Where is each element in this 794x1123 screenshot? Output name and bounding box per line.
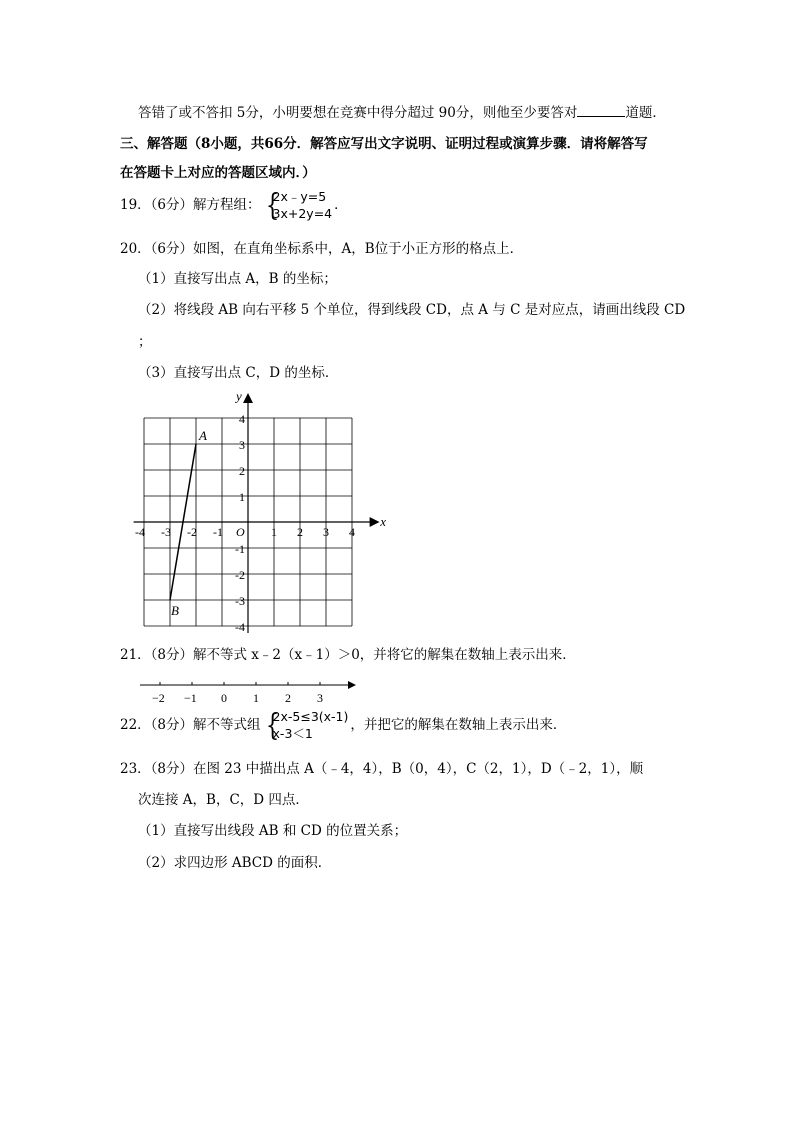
y-tick-label: -3 [235, 594, 245, 608]
y-tick-label: 2 [239, 464, 245, 478]
q22-ineq1: 2x-5≤3(x-1) [272, 709, 349, 724]
q23-line2: 次连接 A，B，C，D 四点． [138, 792, 309, 808]
y-axis-label: y [236, 388, 242, 404]
equation-system [263, 188, 333, 222]
y-axis-arrow-icon [244, 394, 252, 402]
q23-part1: （1）直接写出线段 AB 和 CD 的位置关系； [138, 823, 408, 839]
brace-icon: { [265, 708, 279, 743]
y-tick-label: 4 [239, 412, 245, 426]
y-tick-label: -1 [235, 542, 245, 556]
x-tick-label: 4 [349, 525, 355, 539]
number-line-tick-label: 2 [285, 691, 291, 705]
brace-icon: { [265, 188, 279, 223]
number-line-tick-label: 1 [253, 691, 259, 705]
coordinate-grid [133, 388, 393, 633]
q19-prefix: 19．（6分）解方程组： [120, 197, 261, 213]
x-tick-label: -1 [213, 525, 223, 539]
q20-part1: （1）直接写出点 A，B 的坐标； [138, 271, 337, 287]
number-line-tick-label: −1 [184, 691, 197, 705]
q19 [120, 188, 348, 228]
x-tick-label: -3 [161, 525, 171, 539]
y-tick-label: 1 [239, 490, 245, 504]
y-tick-label: -4 [235, 620, 245, 633]
q22-suffix: ，并把它的解集在数轴上表示出来． [350, 717, 567, 733]
q20-stem: 20．（6分）如图，在直角坐标系中，A，B位于小正方形的格点上． [120, 241, 524, 257]
number-line-q21 [136, 672, 366, 708]
q23-part2: （2）求四边形 ABCD 的面积． [138, 855, 332, 871]
q22-ineq2: x-3＜1 [272, 726, 313, 741]
x-axis-label: x [380, 514, 386, 529]
number-line-tick-label: −2 [152, 691, 165, 705]
q22 [120, 708, 566, 750]
section3-heading-line1: 三、解答题（8小题，共66分．解答应写出文字说明、证明过程或演算步骤．请将解答写 [120, 136, 648, 152]
q19-eq1: 2x﹣y=5 [272, 189, 327, 204]
y-tick-label: 3 [239, 438, 245, 452]
x-tick-label: -2 [187, 525, 197, 539]
x-tick-label: 3 [323, 525, 329, 539]
q20-part2: （2）将线段 AB 向右平移 5 个单位，得到线段 CD，点 A 与 C 是对应点，请画出线段 CD [138, 302, 686, 318]
q19-suffix: ． [334, 197, 348, 213]
number-line-tick-label: 3 [317, 691, 323, 705]
q19-eq2: 3x+2y=4 [272, 206, 333, 221]
point-b-label: B [171, 603, 179, 618]
section3-heading-line2: 在答题卡上对应的答题区域内．） [120, 165, 316, 181]
q18-prefix: 答错了或不答扣 5分，小明要想在竞赛中得分超过 90分，则他至少要答对 [138, 105, 578, 121]
q20-part3: （3）直接写出点 C，D 的坐标． [138, 365, 339, 381]
x-axis-arrow-icon [370, 518, 378, 526]
q22-prefix: 22．（8分）解不等式组 [120, 717, 261, 733]
q20-part2-tail: ； [138, 334, 152, 350]
arrow-right-icon [348, 681, 356, 689]
number-line-tick-label: 0 [221, 691, 227, 705]
x-tick-label: 1 [271, 525, 277, 539]
inequality-system [263, 708, 349, 742]
x-tick-label: 2 [297, 525, 303, 539]
answer-blank[interactable] [577, 104, 625, 117]
q18-suffix: 道题． [625, 105, 666, 121]
q21: 21．（8分）解不等式 x﹣2（x﹣1）＞0，并将它的解集在数轴上表示出来． [120, 647, 576, 663]
origin-label: O [236, 525, 245, 539]
q23-line1: 23．（8分）在图 23 中描出点 A（﹣4，4），B（0，4），C（2，1），D（﹣2，1），顺 [120, 761, 644, 777]
q18-continuation [138, 104, 666, 122]
point-a-label: A [199, 428, 207, 443]
y-tick-label: -2 [235, 568, 245, 582]
x-tick-label: -4 [135, 525, 145, 539]
